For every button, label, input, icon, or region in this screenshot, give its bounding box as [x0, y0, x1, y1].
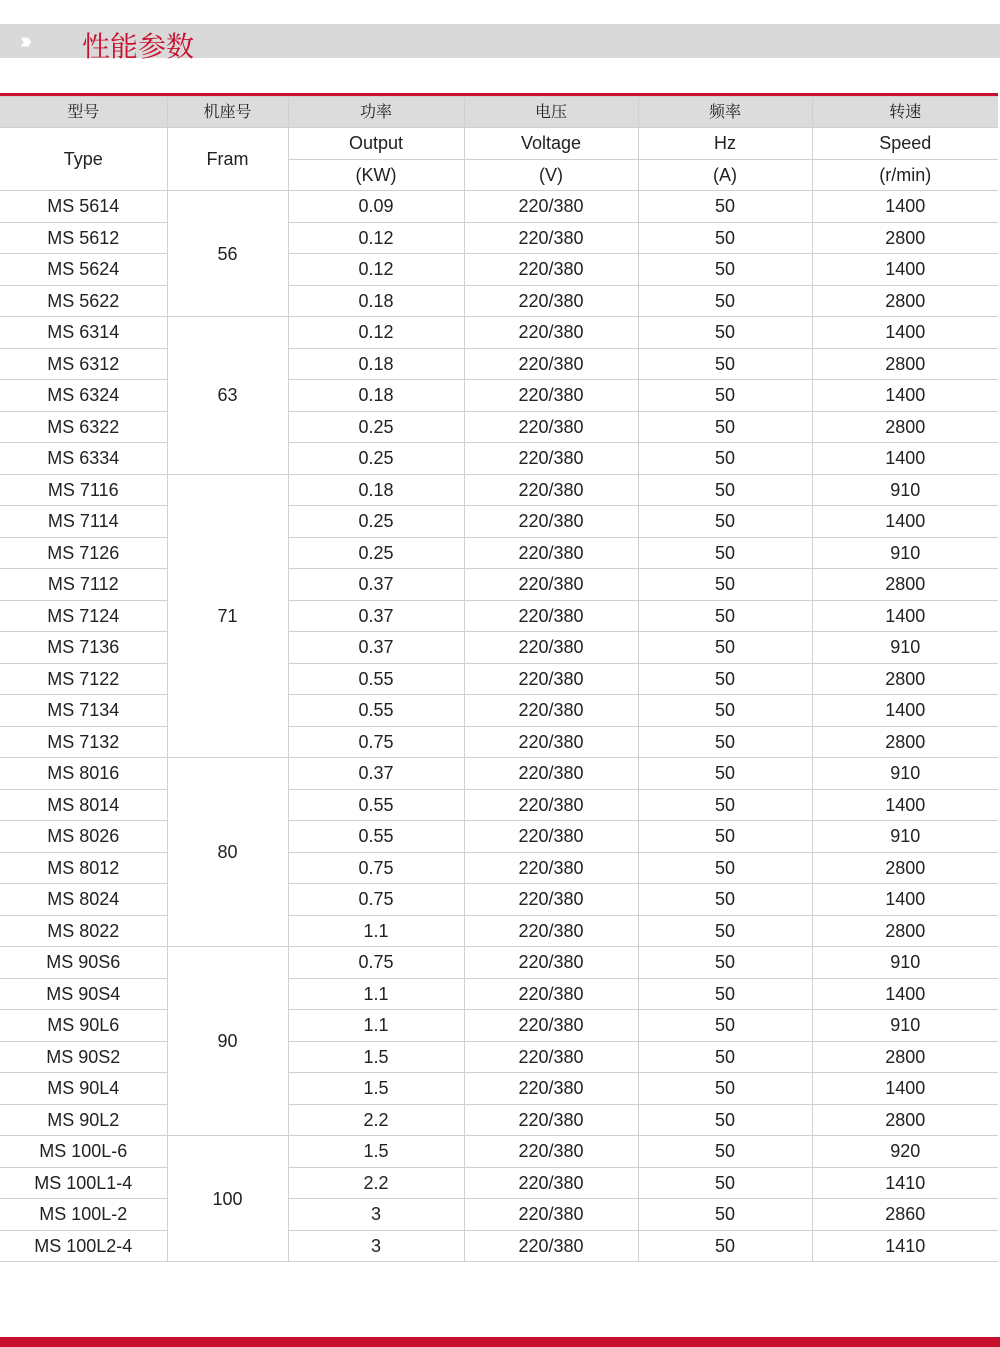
cell-voltage: 220/380 — [464, 569, 638, 601]
cell-speed: 1400 — [812, 317, 998, 349]
cell-voltage: 220/380 — [464, 789, 638, 821]
cell-output: 0.37 — [288, 632, 464, 664]
cell-output: 1.5 — [288, 1136, 464, 1168]
cell-hz: 50 — [638, 1010, 812, 1042]
cell-speed: 1400 — [812, 191, 998, 223]
header-en-type: Type — [0, 128, 167, 191]
cell-hz: 50 — [638, 726, 812, 758]
cell-speed: 910 — [812, 474, 998, 506]
cell-hz: 50 — [638, 695, 812, 727]
cell-speed: 1400 — [812, 254, 998, 286]
cell-type: MS 100L-6 — [0, 1136, 167, 1168]
table-row — [0, 191, 998, 223]
cell-voltage: 220/380 — [464, 1104, 638, 1136]
cell-output: 0.75 — [288, 884, 464, 916]
header-row-en — [0, 128, 998, 160]
cell-hz: 50 — [638, 506, 812, 538]
cell-hz: 50 — [638, 1136, 812, 1168]
cell-hz: 50 — [638, 411, 812, 443]
header-row-cn — [0, 97, 998, 128]
header-unit-hz: (A) — [638, 159, 812, 191]
header-en-frame: Fram — [167, 128, 288, 191]
cell-hz: 50 — [638, 789, 812, 821]
header-cn-frequency: 频率 — [638, 97, 812, 128]
cell-voltage: 220/380 — [464, 1167, 638, 1199]
cell-type: MS 6312 — [0, 348, 167, 380]
cell-type: MS 5624 — [0, 254, 167, 286]
cell-voltage: 220/380 — [464, 1136, 638, 1168]
table-row — [0, 663, 998, 695]
cell-hz: 50 — [638, 537, 812, 569]
cell-output: 0.37 — [288, 758, 464, 790]
cell-type: MS 6314 — [0, 317, 167, 349]
cell-voltage: 220/380 — [464, 1010, 638, 1042]
cell-hz: 50 — [638, 285, 812, 317]
cell-output: 0.12 — [288, 222, 464, 254]
table-row — [0, 474, 998, 506]
cell-hz: 50 — [638, 915, 812, 947]
cell-hz: 50 — [638, 254, 812, 286]
cell-type: MS 100L-2 — [0, 1199, 167, 1231]
table-row — [0, 1073, 998, 1105]
cell-hz: 50 — [638, 569, 812, 601]
cell-voltage: 220/380 — [464, 443, 638, 475]
cell-hz: 50 — [638, 1199, 812, 1231]
cell-speed: 2800 — [812, 663, 998, 695]
cell-output: 3 — [288, 1230, 464, 1262]
table-row — [0, 1230, 998, 1262]
cell-hz: 50 — [638, 632, 812, 664]
table-row — [0, 600, 998, 632]
cell-speed: 1400 — [812, 789, 998, 821]
cell-type: MS 7136 — [0, 632, 167, 664]
table-row — [0, 1041, 998, 1073]
cell-frame: 80 — [167, 758, 288, 947]
cell-type: MS 8016 — [0, 758, 167, 790]
cell-voltage: 220/380 — [464, 191, 638, 223]
header-en-voltage: Voltage — [464, 128, 638, 160]
header-cn-output: 功率 — [288, 97, 464, 128]
table-row — [0, 852, 998, 884]
cell-speed: 1400 — [812, 443, 998, 475]
cell-speed: 2800 — [812, 411, 998, 443]
cell-output: 2.2 — [288, 1104, 464, 1136]
cell-type: MS 7114 — [0, 506, 167, 538]
header-cn-speed: 转速 — [812, 97, 998, 128]
cell-output: 0.18 — [288, 380, 464, 412]
header-en-speed: Speed — [812, 128, 998, 160]
cell-voltage: 220/380 — [464, 317, 638, 349]
cell-output: 0.55 — [288, 695, 464, 727]
cell-hz: 50 — [638, 1041, 812, 1073]
cell-output: 1.1 — [288, 1010, 464, 1042]
cell-hz: 50 — [638, 348, 812, 380]
cell-speed: 910 — [812, 758, 998, 790]
table-row — [0, 537, 998, 569]
chevrons-icon: ››› — [20, 28, 27, 53]
cell-voltage: 220/380 — [464, 348, 638, 380]
cell-output: 0.25 — [288, 411, 464, 443]
cell-voltage: 220/380 — [464, 695, 638, 727]
cell-type: MS 5622 — [0, 285, 167, 317]
cell-frame: 100 — [167, 1136, 288, 1262]
cell-voltage: 220/380 — [464, 285, 638, 317]
cell-frame: 56 — [167, 191, 288, 317]
header-en-output: Output — [288, 128, 464, 160]
cell-output: 0.37 — [288, 569, 464, 601]
cell-speed: 1400 — [812, 380, 998, 412]
cell-voltage: 220/380 — [464, 506, 638, 538]
cell-speed: 2800 — [812, 348, 998, 380]
cell-hz: 50 — [638, 947, 812, 979]
cell-output: 2.2 — [288, 1167, 464, 1199]
cell-speed: 2860 — [812, 1199, 998, 1231]
cell-voltage: 220/380 — [464, 884, 638, 916]
cell-voltage: 220/380 — [464, 821, 638, 853]
cell-hz: 50 — [638, 1104, 812, 1136]
cell-hz: 50 — [638, 852, 812, 884]
cell-voltage: 220/380 — [464, 411, 638, 443]
header-cn-frame: 机座号 — [167, 97, 288, 128]
cell-speed: 1400 — [812, 1073, 998, 1105]
cell-type: MS 8026 — [0, 821, 167, 853]
cell-type: MS 90L6 — [0, 1010, 167, 1042]
table-row — [0, 915, 998, 947]
cell-type: MS 90S4 — [0, 978, 167, 1010]
cell-hz: 50 — [638, 758, 812, 790]
cell-output: 1.1 — [288, 978, 464, 1010]
cell-type: MS 90S2 — [0, 1041, 167, 1073]
cell-hz: 50 — [638, 1167, 812, 1199]
table-row — [0, 317, 998, 349]
header-unit-output: (KW) — [288, 159, 464, 191]
table-row — [0, 254, 998, 286]
cell-hz: 50 — [638, 474, 812, 506]
cell-type: MS 8012 — [0, 852, 167, 884]
cell-voltage: 220/380 — [464, 380, 638, 412]
cell-speed: 2800 — [812, 222, 998, 254]
cell-hz: 50 — [638, 191, 812, 223]
cell-type: MS 100L2-4 — [0, 1230, 167, 1262]
table-row — [0, 1010, 998, 1042]
header-unit-voltage: (V) — [464, 159, 638, 191]
cell-type: MS 7126 — [0, 537, 167, 569]
cell-voltage: 220/380 — [464, 632, 638, 664]
cell-type: MS 100L1-4 — [0, 1167, 167, 1199]
cell-type: MS 6324 — [0, 380, 167, 412]
cell-output: 0.25 — [288, 443, 464, 475]
cell-output: 0.55 — [288, 821, 464, 853]
cell-speed: 1400 — [812, 978, 998, 1010]
cell-frame: 71 — [167, 474, 288, 758]
cell-type: MS 7132 — [0, 726, 167, 758]
cell-speed: 910 — [812, 1010, 998, 1042]
table-row — [0, 1136, 998, 1168]
cell-output: 0.75 — [288, 726, 464, 758]
table-row — [0, 380, 998, 412]
table-row — [0, 632, 998, 664]
table-row — [0, 1199, 998, 1231]
table-row — [0, 695, 998, 727]
cell-voltage: 220/380 — [464, 600, 638, 632]
cell-voltage: 220/380 — [464, 978, 638, 1010]
cell-voltage: 220/380 — [464, 222, 638, 254]
table-row — [0, 1104, 998, 1136]
cell-speed: 920 — [812, 1136, 998, 1168]
table-row — [0, 789, 998, 821]
cell-type: MS 8024 — [0, 884, 167, 916]
table-row — [0, 1167, 998, 1199]
cell-voltage: 220/380 — [464, 1230, 638, 1262]
header-unit-speed: (r/min) — [812, 159, 998, 191]
cell-type: MS 7112 — [0, 569, 167, 601]
cell-voltage: 220/380 — [464, 474, 638, 506]
cell-output: 0.25 — [288, 537, 464, 569]
cell-speed: 1400 — [812, 600, 998, 632]
cell-output: 0.55 — [288, 663, 464, 695]
cell-frame: 90 — [167, 947, 288, 1136]
cell-speed: 2800 — [812, 569, 998, 601]
cell-output: 0.55 — [288, 789, 464, 821]
cell-hz: 50 — [638, 884, 812, 916]
table-row — [0, 884, 998, 916]
cell-voltage: 220/380 — [464, 254, 638, 286]
cell-type: MS 90L2 — [0, 1104, 167, 1136]
table-body — [0, 191, 998, 1262]
table-row — [0, 443, 998, 475]
cell-speed: 2800 — [812, 726, 998, 758]
cell-type: MS 7134 — [0, 695, 167, 727]
table-row — [0, 978, 998, 1010]
footer-bar — [0, 1337, 1000, 1347]
cell-voltage: 220/380 — [464, 1041, 638, 1073]
table-row — [0, 411, 998, 443]
cell-speed: 1410 — [812, 1230, 998, 1262]
cell-speed: 2800 — [812, 915, 998, 947]
table-row — [0, 726, 998, 758]
cell-hz: 50 — [638, 821, 812, 853]
cell-type: MS 8022 — [0, 915, 167, 947]
table-row — [0, 821, 998, 853]
cell-hz: 50 — [638, 380, 812, 412]
cell-speed: 910 — [812, 947, 998, 979]
cell-voltage: 220/380 — [464, 758, 638, 790]
section-banner — [0, 24, 1000, 63]
cell-voltage: 220/380 — [464, 1073, 638, 1105]
cell-type: MS 6322 — [0, 411, 167, 443]
cell-speed: 1400 — [812, 695, 998, 727]
header-cn-type: 型号 — [0, 97, 167, 128]
cell-output: 0.09 — [288, 191, 464, 223]
cell-speed: 1400 — [812, 506, 998, 538]
table-row — [0, 758, 998, 790]
cell-speed: 2800 — [812, 285, 998, 317]
cell-voltage: 220/380 — [464, 663, 638, 695]
cell-speed: 1400 — [812, 884, 998, 916]
cell-output: 0.75 — [288, 852, 464, 884]
cell-output: 3 — [288, 1199, 464, 1231]
cell-type: MS 7122 — [0, 663, 167, 695]
cell-speed: 2800 — [812, 1104, 998, 1136]
cell-output: 0.12 — [288, 254, 464, 286]
cell-speed: 910 — [812, 537, 998, 569]
performance-table — [0, 96, 998, 1262]
cell-hz: 50 — [638, 443, 812, 475]
cell-speed: 2800 — [812, 852, 998, 884]
cell-speed: 910 — [812, 632, 998, 664]
cell-type: MS 7124 — [0, 600, 167, 632]
cell-frame: 63 — [167, 317, 288, 475]
cell-hz: 50 — [638, 222, 812, 254]
cell-speed: 2800 — [812, 1041, 998, 1073]
cell-type: MS 90S6 — [0, 947, 167, 979]
cell-output: 0.18 — [288, 348, 464, 380]
cell-voltage: 220/380 — [464, 537, 638, 569]
cell-voltage: 220/380 — [464, 1199, 638, 1231]
cell-voltage: 220/380 — [464, 726, 638, 758]
cell-output: 0.18 — [288, 285, 464, 317]
table-row — [0, 506, 998, 538]
cell-output: 0.18 — [288, 474, 464, 506]
cell-output: 1.5 — [288, 1073, 464, 1105]
cell-hz: 50 — [638, 1230, 812, 1262]
cell-speed: 910 — [812, 821, 998, 853]
section-title: 性能参数 — [82, 30, 195, 63]
cell-type: MS 8014 — [0, 789, 167, 821]
cell-speed: 1410 — [812, 1167, 998, 1199]
cell-output: 0.37 — [288, 600, 464, 632]
table-row — [0, 348, 998, 380]
table-row — [0, 285, 998, 317]
cell-type: MS 5614 — [0, 191, 167, 223]
cell-hz: 50 — [638, 600, 812, 632]
header-en-hz: Hz — [638, 128, 812, 160]
header-cn-voltage: 电压 — [464, 97, 638, 128]
cell-hz: 50 — [638, 663, 812, 695]
cell-type: MS 90L4 — [0, 1073, 167, 1105]
cell-output: 0.12 — [288, 317, 464, 349]
cell-output: 0.25 — [288, 506, 464, 538]
table-row — [0, 947, 998, 979]
cell-type: MS 7116 — [0, 474, 167, 506]
cell-output: 1.1 — [288, 915, 464, 947]
cell-hz: 50 — [638, 1073, 812, 1105]
cell-type: MS 6334 — [0, 443, 167, 475]
cell-output: 1.5 — [288, 1041, 464, 1073]
cell-voltage: 220/380 — [464, 915, 638, 947]
cell-voltage: 220/380 — [464, 852, 638, 884]
cell-type: MS 5612 — [0, 222, 167, 254]
cell-hz: 50 — [638, 317, 812, 349]
table-row — [0, 222, 998, 254]
cell-output: 0.75 — [288, 947, 464, 979]
cell-hz: 50 — [638, 978, 812, 1010]
cell-voltage: 220/380 — [464, 947, 638, 979]
table-row — [0, 569, 998, 601]
